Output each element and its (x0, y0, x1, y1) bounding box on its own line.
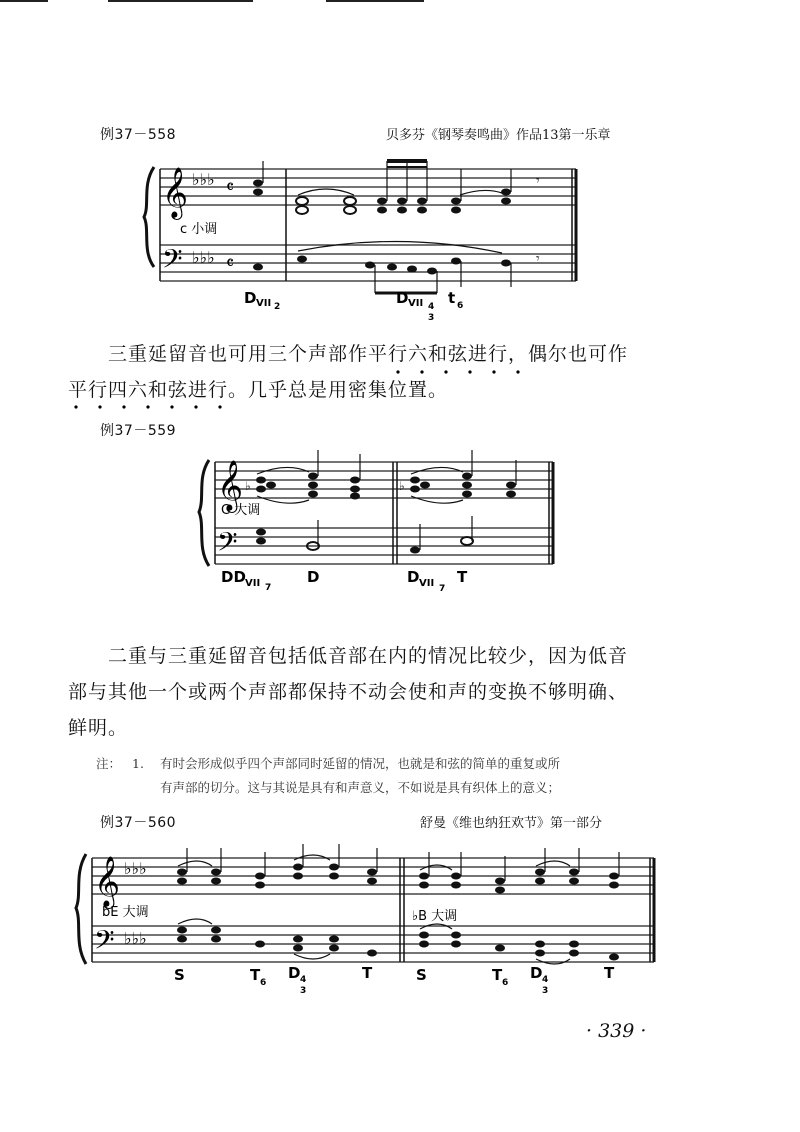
bass-clef-icon: 𝄢 (94, 924, 115, 962)
function-symbol: D (244, 289, 257, 307)
function-symbol: D (530, 964, 543, 982)
function-symbol: DD (221, 568, 246, 586)
example-source: 贝多芬《钢琴奏鸣曲》作品13第一乐章 (386, 128, 611, 143)
example-label: 例37－560 (100, 815, 177, 831)
function-symbol: T (250, 966, 261, 984)
time-signature: 𝄴 (226, 253, 235, 274)
key-signature-flats: ♭♭♭ (192, 248, 215, 267)
note-prefix: 注： (96, 756, 122, 771)
top-rule (108, 0, 253, 2)
treble-clef-icon: 𝄞 (162, 167, 189, 218)
function-figure: 6 (502, 978, 509, 988)
function-symbol: VII (419, 578, 435, 589)
ties-and-stems (257, 450, 516, 503)
score-example-559 (195, 448, 565, 613)
brace (199, 460, 209, 566)
function-symbol: T (492, 966, 503, 984)
function-symbol: T (604, 964, 615, 982)
function-symbol: T (457, 568, 468, 586)
function-symbol: D (396, 289, 409, 307)
bass-stems (298, 241, 511, 293)
key-signature-flats: ♭♭♭ (124, 929, 147, 948)
notes-bass (256, 529, 473, 554)
function-figure: 3 (428, 313, 435, 320)
function-symbol: t (448, 289, 456, 307)
function-symbol: S (416, 966, 427, 984)
notes-treble (245, 473, 516, 500)
score-example-558 (140, 155, 590, 320)
top-rule (0, 0, 48, 2)
bass-stems (318, 516, 472, 550)
key-label: ♭B 大调 (412, 909, 458, 924)
function-symbol: T (362, 964, 373, 982)
function-symbol: VII (408, 298, 424, 309)
function-symbol: VII (256, 298, 272, 309)
emphasis-dots (72, 404, 242, 410)
example-source: 舒曼《维也纳狂欢节》第一部分 (420, 816, 603, 831)
function-symbol: VII (245, 578, 261, 589)
function-figure: 2 (274, 302, 281, 312)
top-rule (326, 0, 424, 2)
brace (76, 854, 86, 964)
svg-text:𝄾: 𝄾 (536, 173, 540, 189)
function-figure: 6 (260, 978, 267, 988)
paragraph-line: 二重与三重延留音包括低音部在内的情况比较少，因为低音 (108, 645, 629, 667)
example-label: 例37－558 (100, 127, 177, 143)
example-label: 例37－559 (100, 423, 177, 439)
score-example-560 (72, 840, 662, 1000)
emphasis-dots (392, 369, 524, 375)
svg-text:♭: ♭ (399, 479, 405, 493)
bass-clef-icon: 𝄢 (217, 526, 238, 564)
function-figure: 7 (265, 583, 272, 593)
paragraph-line: 鲜明。 (68, 717, 129, 739)
treble-staff (160, 169, 576, 205)
paragraph-line: 部与其他一个或两个声部都保持不动会使和声的变换不够明确、 (68, 681, 629, 703)
treble-staff (92, 858, 654, 894)
note-line: 有声部的切分。这与其说是具有和声意义，不如说是具有织体上的意义； (160, 780, 561, 795)
key-signature-flats: ♭♭♭ (192, 170, 215, 189)
function-figure: 3 (300, 986, 307, 996)
svg-text:𝄾: 𝄾 (536, 251, 540, 267)
function-figure: 7 (439, 584, 446, 594)
barlines (215, 462, 553, 564)
function-figure: 4 (428, 302, 435, 312)
brace (144, 167, 154, 267)
treble-clef-icon: 𝄞 (217, 460, 244, 511)
stems-and-beams (263, 161, 511, 201)
note-line: 有时会形成似乎四个声部同时延留的情况，也就是和弦的简单的重复或所 (160, 756, 561, 771)
page-number: · 339 · (586, 1020, 647, 1042)
function-symbol: S (174, 966, 185, 984)
function-figure: 6 (457, 301, 464, 311)
time-signature: 𝄴 (226, 177, 235, 198)
bass-clef-icon: 𝄢 (162, 243, 183, 281)
treble-clef-icon: 𝄞 (94, 856, 121, 907)
notes-treble (253, 173, 540, 214)
key-label: bE 大调 (102, 905, 149, 920)
notes-treble (177, 864, 619, 894)
key-label: c 小调 (180, 222, 218, 237)
bass-staff (215, 528, 553, 564)
function-figure: 4 (300, 975, 307, 985)
function-figure: 3 (542, 986, 549, 996)
paragraph-line: 三重延留音也可用三个声部作平行六和弦进行，偶尔也可作 (108, 343, 629, 365)
function-symbol: D (407, 568, 420, 586)
svg-text:♭: ♭ (245, 479, 251, 493)
paragraph-line: 平行四六和弦进行。几乎总是用密集位置。 (68, 379, 449, 401)
function-symbol: D (307, 568, 320, 586)
function-figure: 4 (542, 975, 549, 985)
key-label: C 大调 (221, 503, 261, 518)
key-signature-flats: ♭♭♭ (124, 859, 147, 878)
note-number: 1. (132, 756, 144, 771)
function-symbol: D (288, 964, 301, 982)
